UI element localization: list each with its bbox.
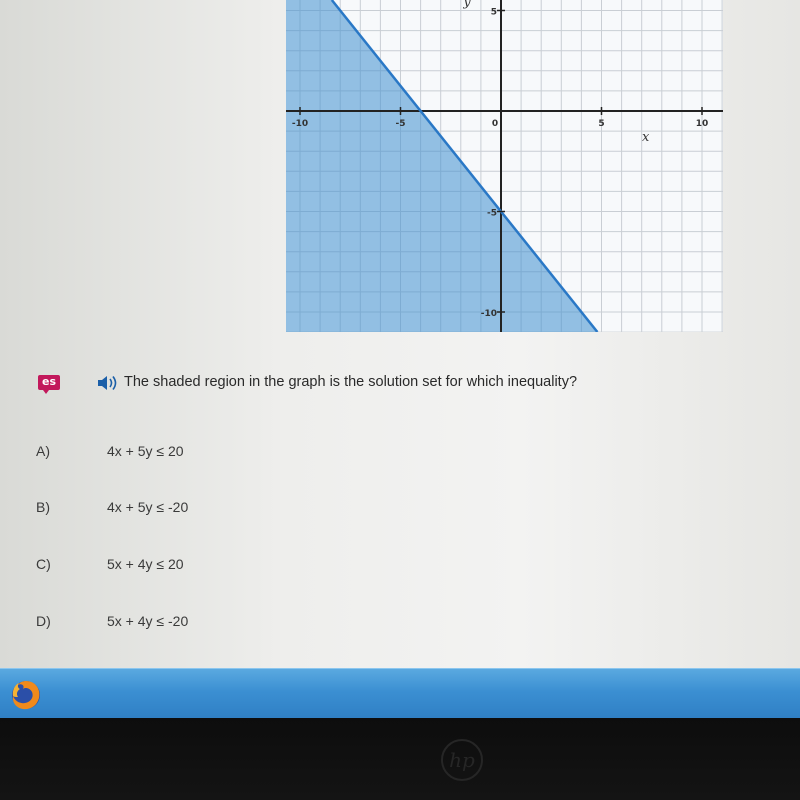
x-tick-label: -5 [395, 119, 406, 129]
choice-text: 4x + 5y ≤ 20 [107, 443, 184, 459]
choice-a[interactable] [36, 439, 436, 465]
x-axis-variable: x [642, 130, 650, 145]
x-tick-label: 5 [598, 119, 605, 129]
svg-text:hp: hp [449, 748, 475, 772]
choice-letter: A) [36, 443, 50, 459]
x-tick-label: 10 [695, 119, 709, 129]
choice-letter: C) [36, 556, 51, 572]
choice-d[interactable] [36, 609, 436, 635]
speaker-icon[interactable] [96, 374, 120, 392]
choice-letter: D) [36, 613, 51, 629]
hp-logo-icon [437, 735, 487, 785]
taskbar [0, 668, 800, 719]
choice-text: 4x + 5y ≤ -20 [107, 499, 189, 515]
y-tick-label: -10 [480, 309, 497, 319]
choice-c[interactable] [36, 552, 436, 578]
firefox-icon[interactable] [6, 675, 46, 715]
y-tick-label: -5 [487, 208, 497, 219]
question-row [38, 372, 778, 396]
graph-svg [286, 0, 723, 332]
y-axis-variable: y [463, 0, 471, 10]
choice-b[interactable] [36, 495, 436, 521]
spanish-translate-button[interactable]: es [38, 375, 60, 390]
choice-text: 5x + 4y ≤ 20 [107, 556, 184, 572]
graph [286, 0, 723, 332]
choice-text: 5x + 4y ≤ -20 [107, 613, 189, 629]
x-tick-label: -10 [291, 119, 309, 129]
y-tick-label: 5 [490, 7, 497, 18]
choice-letter: B) [36, 499, 50, 515]
monitor-bezel [0, 718, 800, 800]
question-text: The shaded region in the graph is the solution set for which inequality? [124, 374, 578, 390]
x-tick-label: 0 [491, 119, 499, 129]
